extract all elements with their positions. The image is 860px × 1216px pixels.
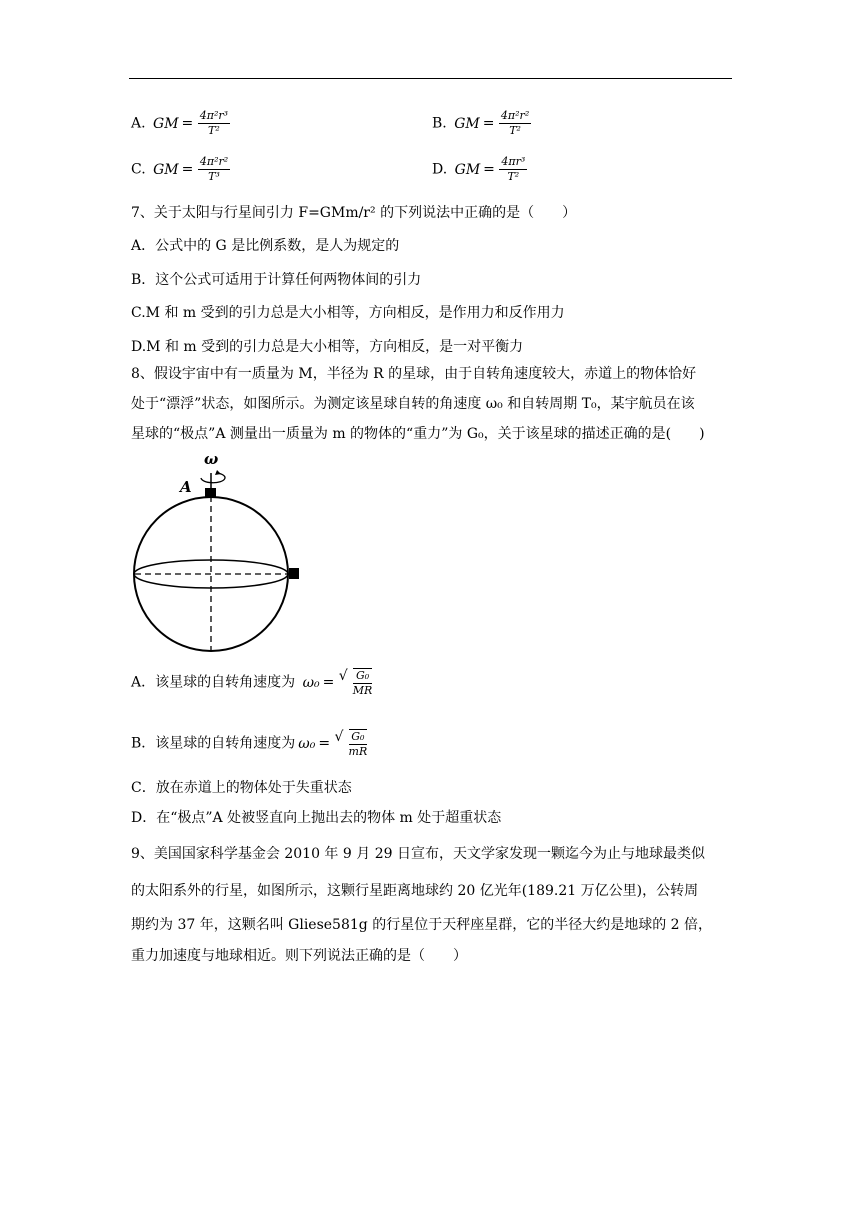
pole-block-icon [205, 488, 216, 498]
formula-fraction: $\frac{\text{4πr³}}{\text{T²}}$ [501, 155, 526, 183]
q9-stem-line3: 期约为 37 年，这颗名叫 Gliese581g 的行星位于天秤座星群，它的半径大约是地球的 2 倍， [131, 917, 712, 933]
q7-option-c[interactable]: C.M 和 m 受到的引力总是大小相等，方向相反，是作用力和反作用力 [131, 305, 565, 321]
rotation-arrow-icon [201, 473, 225, 483]
formula-fraction: $\frac{\text{4π²r²}}{\text{T²}}$ [500, 109, 530, 137]
formula-fraction: $\frac{\text{4π²r³}}{\text{T²}}$ [199, 109, 229, 137]
q9-stem-line4: 重力加速度与地球相近。则下列说法正确的是（ ） [131, 948, 467, 964]
sqrt-formula: √ $\frac{\text{G₀}}{MR}$ [338, 668, 373, 697]
q7-option-a[interactable]: A．公式中的 G 是比例系数，是人为规定的 [131, 238, 400, 254]
q6-option-d[interactable]: D. GM = $\frac{\text{4πr³}}{\text{T²}}$ [432, 155, 526, 183]
q9-stem-line1: 9、美国国家科学基金会 2010 年 9 月 29 日宣布，天文学家发现一颗迄今为止与地球最类似 [131, 846, 705, 862]
q6-option-b[interactable]: B. GM = $\frac{\text{4π²r²}}{\text{T²}}$ [432, 109, 530, 137]
sphere-diagram [129, 448, 305, 660]
q8-stem-line1: 8、假设宇宙中有一质量为 M，半径为 R 的星球，由于自转角速度较大，赤道上的物体恰好 [131, 366, 697, 382]
q8-option-b[interactable]: B．该星球的自转角速度为 ω₀ = √ $\frac{\text{G₀}}{mR}$ [131, 729, 368, 758]
point-a-label: A [180, 478, 192, 496]
formula-fraction: $\frac{\text{4π²r²}}{\text{T³}}$ [199, 155, 229, 183]
q8-stem-line3: 星球的“极点”A 测量出一质量为 m 的物体的“重力”为 G₀，关于该星球的描述正确的是( ) [131, 426, 705, 442]
q9-stem-line2: 的太阳系外的行星，如图所示，这颗行星距离地球约 20 亿光年(189.21 万亿公里)，公转周 [131, 883, 699, 899]
q8-option-a[interactable]: A．该星球的自转角速度为 ω₀ = √ $\frac{\text{G₀}}{MR}$ [131, 668, 373, 697]
q7-stem: 7、关于太阳与行星间引力 F=GMm/r² 的下列说法中正确的是（ ） [131, 205, 577, 221]
q8-option-c[interactable]: C．放在赤道上的物体处于失重状态 [131, 780, 352, 796]
header-rule [129, 78, 732, 79]
planet-figure [129, 448, 305, 660]
q6-option-c[interactable]: C. GM = $\frac{\text{4π²r²}}{\text{T³}}$ [131, 155, 229, 183]
omega-label: ω [204, 450, 219, 468]
q7-option-d[interactable]: D.M 和 m 受到的引力总是大小相等，方向相反，是一对平衡力 [131, 339, 524, 355]
q7-option-b[interactable]: B．这个公式可适用于计算任何两物体间的引力 [131, 272, 422, 288]
q8-stem-line2: 处于“漂浮”状态，如图所示。为测定该星球自转的角速度 ω₀ 和自转周期 T₀，某宇航员在该 [131, 396, 695, 412]
equator-block-icon [289, 568, 299, 579]
sqrt-formula: √ $\frac{\text{G₀}}{mR}$ [334, 729, 368, 758]
q8-option-d[interactable]: D．在“极点”A 处被竖直向上抛出去的物体 m 处于超重状态 [131, 810, 502, 826]
q6-option-a[interactable]: A. GM = $\frac{\text{4π²r³}}{\text{T²}}$ [131, 109, 229, 137]
